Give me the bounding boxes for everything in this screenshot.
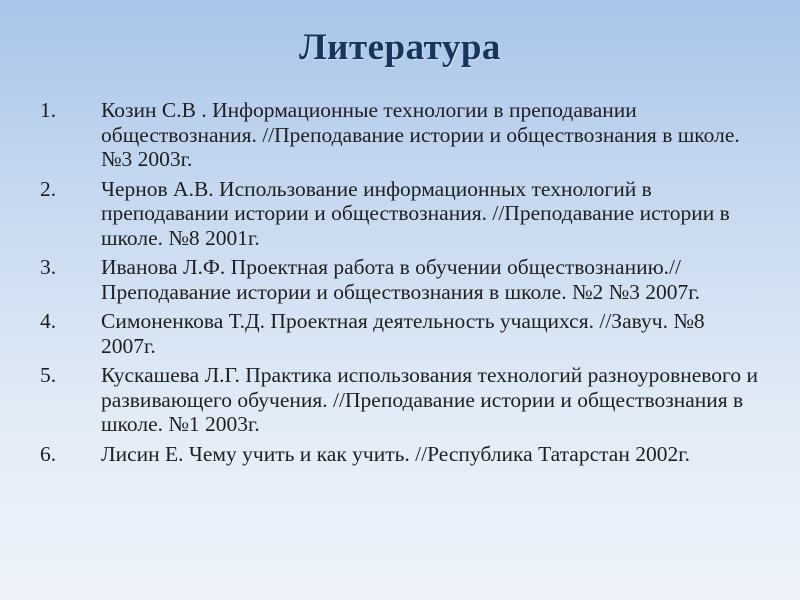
list-item-text: Чернов А.В. Использование информационных технологий в преподавании истории и обществознания. //Преподавание истории в школе. №8 2001г.: [101, 176, 730, 250]
list-item: [0, 309, 800, 358]
list-item-number: 5.: [40, 363, 57, 387]
list-item: [0, 255, 800, 304]
list-item-text: Кускашева Л.Г. Практика использования технологий разноуровневого и развивающего обучения. //Преподавание истории и обществознания в школе. №1 2003г.: [101, 363, 758, 436]
list-item-number: 2.: [40, 176, 57, 201]
list-item-text: Иванова Л.Ф. Проектная работа в обучении обществознанию.//Преподавание истории и обществознания в школе. №2 №3 2007г.: [101, 255, 701, 304]
list-item-number: 4.: [40, 309, 57, 333]
list-item: [0, 177, 800, 251]
list-item-number: 3.: [40, 255, 57, 279]
list-item-text: Козин С.В . Информационные технологии в преподавании обществознания. //Преподавание истории и обществознания в школе. №3 2003г.: [101, 98, 740, 171]
list-item-text: Симоненкова Т.Д. Проектная деятельность учащихся. //Завуч. №8 2007г.: [101, 309, 705, 358]
list-item: [0, 98, 800, 172]
list-item: [0, 363, 800, 437]
list-item: [0, 442, 800, 467]
list-item-number: 6.: [40, 441, 57, 466]
list-item-number: 1.: [40, 98, 57, 122]
slide-title: Литература: [299, 27, 501, 68]
list-item-text: Лисин Е. Чему учить и как учить. //Республика Татарстан 2002г.: [101, 441, 690, 466]
bibliography-list: [0, 98, 800, 471]
